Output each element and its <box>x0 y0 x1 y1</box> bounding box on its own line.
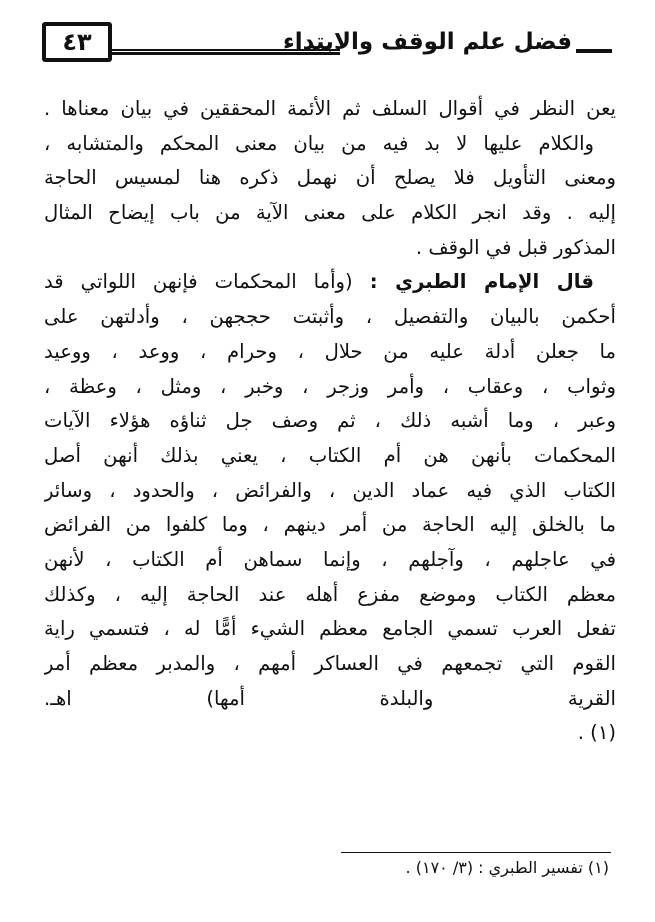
footnote-separator <box>341 852 611 853</box>
text-line: ومعنى التأويل فلا يصلح أن نهمل ذكره هنا لمسيس الحاجة <box>44 166 616 190</box>
text-line: تفعل العرب تسمي الجامع معظم الشيء أمًّا له ، فتسمي راية <box>44 617 616 641</box>
text-line: وثواب ، وعقاب ، وأمر وزجر ، وخبر ، ومثل ، وعظة ، <box>44 374 616 398</box>
running-header <box>42 22 612 70</box>
text-line <box>44 265 616 300</box>
text-line: القرية والبلدة أمها) اهـ. <box>44 686 616 710</box>
header-rule-right <box>576 49 612 53</box>
text-line: أحكمن بالبيان والتفصيل ، وأثبتت حججهن ، وأدلتهن على <box>44 305 616 329</box>
text-line: وعبر ، وما أشبه ذلك ، ثم وصف جل ثناؤه هؤلاء الآيات <box>44 409 616 433</box>
text-line: الكتاب الذي فيه عماد الدين ، والفرائض ، والحدود ، وسائر <box>44 478 616 502</box>
text-line: ما جعلن أدلة عليه من حلال ، وحرام ، ووعد ، ووعيد <box>44 339 616 363</box>
text-line: والكلام عليها لا بد فيه من بيان معنى المحكم والمتشابه ، <box>44 131 594 155</box>
text-line: ما بالخلق إليه الحاجة من أمر دينهم ، وما كلفوا من الفرائض <box>44 513 616 537</box>
text-line: المحكمات بأنهن هن أم الكتاب ، يعني بذلك أنهن أصل <box>44 443 616 467</box>
text-line: القوم التي تجمعهم في العساكر أمهم ، والمدبر معظم أمر <box>44 652 616 675</box>
speaker-label: قال الإمام الطبري : <box>369 270 594 294</box>
page-number-box <box>42 22 112 62</box>
footnote: (١) تفسير الطبري : (٣/ ١٧٠) . <box>405 858 609 877</box>
quote-start: (وأما المحكمات فإنهن اللواتي قد <box>44 270 353 294</box>
footnote-reference-line: (١) . <box>577 721 616 745</box>
text-line: إليه . وقد انجر الكلام على معنى الآية من باب إيضاح المثال <box>44 201 616 225</box>
header-rule-middle <box>112 49 340 55</box>
text-line: يعن النظر في أقوال السلف ثم الأئمة المحققين في بيان معناها . <box>44 97 616 120</box>
page-number: ٤٣ <box>62 28 92 56</box>
main-text <box>44 92 616 751</box>
text-line: المذكور قبل في الوقف . <box>415 235 616 259</box>
header-title: فضل علم الوقف والابتداء <box>282 29 572 55</box>
text-line: معظم الكتاب وموضع مفزع أهله عند الحاجة إليه ، وكذلك <box>44 582 616 606</box>
text-line: في عاجلهم ، وآجلهم ، وإنما سماهن أم الكتاب ، لأنهن <box>44 547 616 571</box>
